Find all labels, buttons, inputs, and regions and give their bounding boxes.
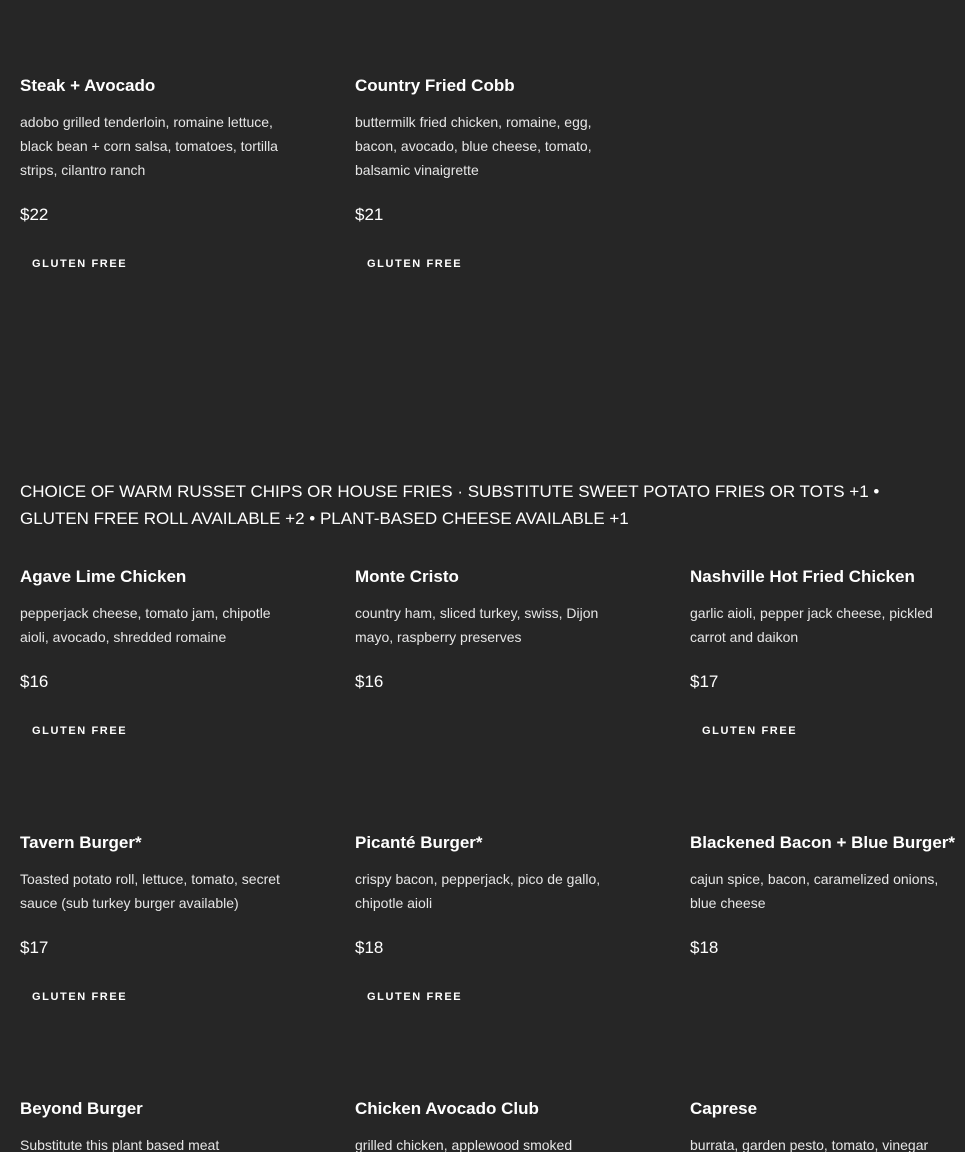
- item-description: pepperjack cheese, tomato jam, chipotle aioli, avocado, shredded romaine: [20, 605, 271, 645]
- item-name: Caprese: [690, 1099, 758, 1118]
- gluten-free-badge: GLUTEN FREE: [32, 258, 128, 270]
- item-name: Monte Cristo: [355, 567, 459, 586]
- item-description: crispy bacon, pepperjack, pico de gallo, chipotle aioli: [355, 871, 601, 911]
- item-name: Tavern Burger*: [20, 833, 142, 852]
- item-name: Country Fried Cobb: [355, 76, 515, 95]
- item-name: Nashville Hot Fried Chicken: [690, 567, 915, 586]
- menu-item-nashville-hot-fried-chicken: [690, 566, 955, 746]
- menu-item-chicken-avocado-club: [355, 1098, 635, 1152]
- menu-item-country-fried-cobb: [355, 75, 635, 275]
- item-price: $16: [355, 672, 384, 691]
- menu-item-blackened-bacon-blue-burger: [690, 832, 955, 1012]
- item-price: $18: [355, 938, 384, 957]
- menu-item-picante-burger: [355, 832, 635, 1012]
- sides-note: CHOICE OF WARM RUSSET CHIPS OR HOUSE FRIES · SUBSTITUTE SWEET POTATO FRIES OR TOTS +1 • GLUTEN FREE ROLL AVAILABLE +2 • PLANT-BASED CHEESE AVAILABLE +1: [20, 482, 880, 528]
- item-description: adobo grilled tenderloin, romaine lettuce, black bean + corn salsa, tomatoes, tortilla strips, cilantro ranch: [20, 114, 278, 178]
- item-name: Agave Lime Chicken: [20, 567, 187, 586]
- item-name: Steak + Avocado: [20, 76, 156, 95]
- item-name: Beyond Burger: [20, 1099, 143, 1118]
- item-description: cajun spice, bacon, caramelized onions, blue cheese: [690, 871, 939, 911]
- menu-item-beyond-burger: [20, 1098, 300, 1152]
- menu-item-steak-avocado: [20, 75, 300, 275]
- item-name: Chicken Avocado Club: [355, 1099, 539, 1118]
- gluten-free-badge: GLUTEN FREE: [702, 725, 798, 737]
- menu-item-caprese: [690, 1098, 955, 1152]
- item-price: $21: [355, 205, 384, 224]
- gluten-free-badge: GLUTEN FREE: [32, 725, 128, 737]
- item-description: buttermilk fried chicken, romaine, egg, bacon, avocado, blue cheese, tomato, balsamic vinaigrette: [355, 114, 592, 178]
- item-name: Picanté Burger*: [355, 833, 483, 852]
- item-description: country ham, sliced turkey, swiss, Dijon mayo, raspberry preserves: [355, 605, 599, 645]
- item-price: $22: [20, 205, 49, 224]
- gluten-free-badge: GLUTEN FREE: [367, 258, 463, 270]
- item-description: Substitute this plant based meat: [20, 1137, 220, 1152]
- item-price: $16: [20, 672, 49, 691]
- item-price: $18: [690, 938, 719, 957]
- item-description: Toasted potato roll, lettuce, tomato, secret sauce (sub turkey burger available): [20, 871, 280, 911]
- item-name: Blackened Bacon + Blue Burger*: [690, 833, 956, 852]
- item-price: $17: [20, 938, 49, 957]
- menu-item-tavern-burger: [20, 832, 300, 1012]
- item-description: burrata, garden pesto, tomato, vinegar: [690, 1137, 929, 1152]
- item-price: $17: [690, 672, 719, 691]
- item-description: garlic aioli, pepper jack cheese, pickled carrot and daikon: [690, 605, 933, 645]
- menu-item-agave-lime-chicken: [20, 566, 300, 746]
- gluten-free-badge: GLUTEN FREE: [367, 991, 463, 1003]
- gluten-free-badge: GLUTEN FREE: [32, 991, 128, 1003]
- item-description: grilled chicken, applewood smoked: [355, 1137, 573, 1152]
- menu-item-monte-cristo: [355, 566, 635, 746]
